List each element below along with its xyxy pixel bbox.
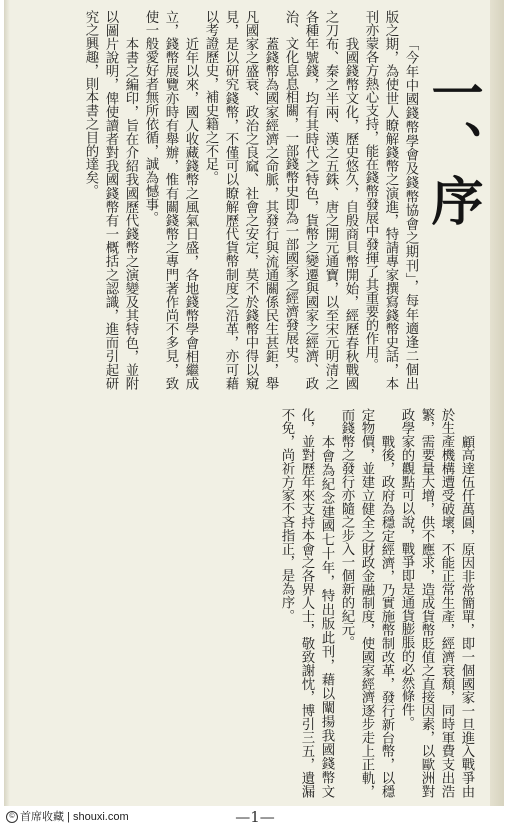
site-watermark: © 首席收藏 | shouxi.com (0, 808, 135, 826)
scanned-page (4, 0, 504, 806)
copyright-icon: © (6, 811, 18, 823)
page-edge-bleed (490, 0, 504, 806)
text-block-upper (30, 10, 420, 390)
paragraph: 「今年中國錢幣學會及錢幣協會之期刊」，每年適逢二個出版之期，為使世人瞭解錢幣之演進，特請專家撰寫錢幣史話，本刊亦蒙各方熱心支持，能在錢幣發展中發揮了其重要的作用。 (363, 10, 418, 390)
paragraph: 顧高達伍仟萬圓，原因非常簡單，即一個國家一旦進入戰爭由於生產機構遭受破壞，不能正常生產，經濟衰頹，同時軍費支出浩繁，需要量大增，供不應求，造成貨幣貶值之直接因素，以歐洲對政學家的觀點可以說，戰爭即是通貨膨脹的必然條件。 (399, 408, 474, 798)
page-gutter (4, 0, 10, 806)
text-block-lower (96, 408, 476, 798)
paragraph: 戰後，政府為穩定經濟，乃實施幣制改革，發行新台幣，以穩定物價，並建立健全之財政金融制度，使國家經濟逐步走上正軌，而錢幣之發行亦隨之步入一個新的紀元。 (339, 408, 394, 798)
watermark-domain: shouxi.com (72, 811, 129, 823)
paragraph: 本會為紀念建國七十年，特出版此刊，藉以闡揚我國錢幣文化，並對歷年來支持本會之各界人士，敬致謝忱，博引三五，遺漏不免，尚祈方家不吝指正，是為序。 (279, 408, 334, 798)
watermark-site-name: 首席收藏 (20, 811, 64, 823)
page-number: —1— (235, 808, 275, 826)
paragraph: 我國錢幣文化，歷史悠久，自殷商貝幣開始，經歷春秋戰國之刀布、秦之半兩、漢之五銖、唐之開元通寶，以至宋元明清之各種年號錢，均有其時代之特色，貨幣之變遷與國家之經濟、政治、文化息息相關，一部錢幣史即為一部國家之經濟發展史。 (283, 10, 358, 390)
chapter-title: 一、序 (422, 66, 483, 228)
paragraph: 近年以來，國人收藏錢幣之風氣日盛，各地錢幣學會相繼成立，錢幣展覽亦時有舉辦，惟有關錢幣之專門著作尚不多見，致使一般愛好者無所依循，誠為憾事。 (143, 10, 198, 390)
paragraph: 本書之編印，旨在介紹我國歷代錢幣之演變及其特色，並附以圖片說明，俾使讀者對我國錢幣有一概括之認識，進而引起研究之興趣，則本書之目的達矣。 (83, 10, 138, 390)
paragraph: 蓋錢幣為國家經濟之命脈，其發行與流通關係民生甚鉅，舉凡國家之盛衰、政治之良窳、社會之安定，莫不於錢幣中得以窺見，是以研究錢幣，不僅可以瞭解歷代貨幣制度之沿革，亦可藉以考證歷史，補史籍之不足。 (203, 10, 278, 390)
